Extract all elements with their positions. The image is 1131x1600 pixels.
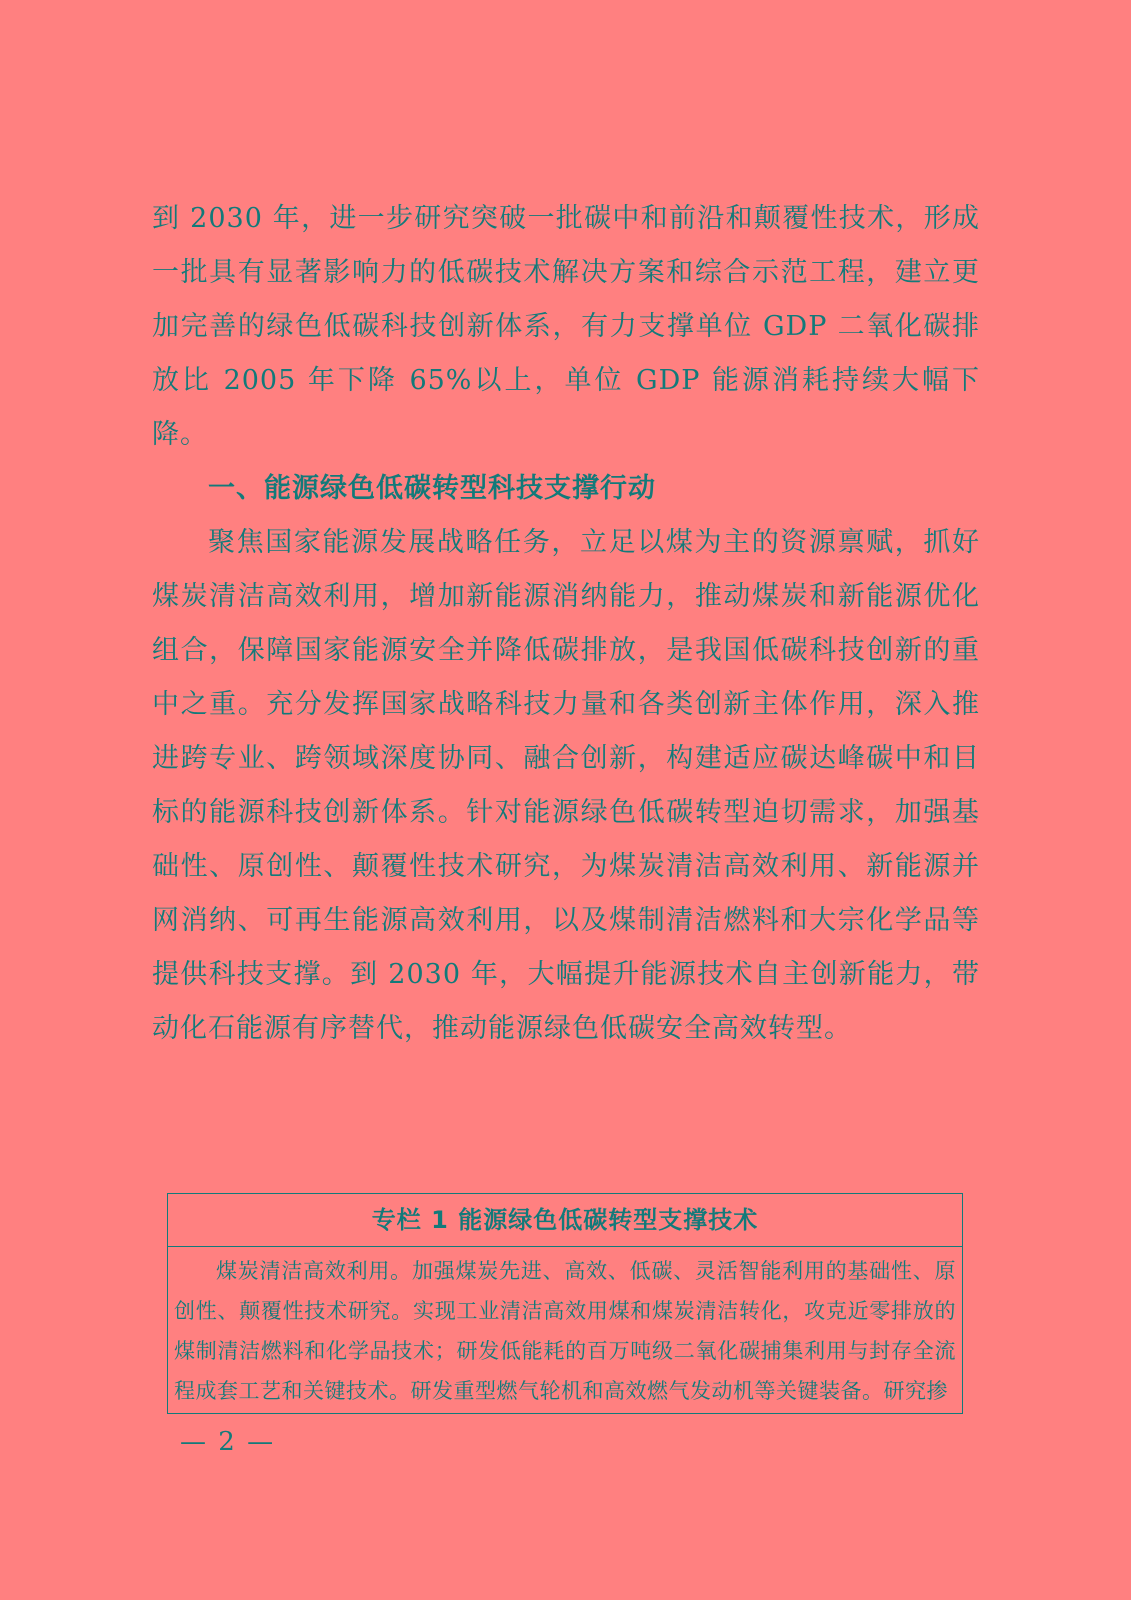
intro-paragraph: 到 2030 年，进一步研究突破一批碳中和前沿和颠覆性技术，形成一批具有显著影响力的低碳技术解决方案和综合示范工程，建立更加完善的绿色低碳科技创新体系，有力支撑单位 GDP 二氧化碳排放比 2005 年下降 65%以上，单位 GDP 能源消耗持续大幅下降。 [152, 203, 980, 450]
section-paragraph: 聚焦国家能源发展战略任务，立足以煤为主的资源禀赋，抓好煤炭清洁高效利用，增加新能源消纳能力，推动煤炭和新能源优化组合，保障国家能源安全并降低碳排放，是我国低碳科技创新的重中之重。充分发挥国家战略科技力量和各类创新主体作用，深入推进跨专业、跨领域深度协同、融合创新，构建适应碳达峰碳中和目标的能源科技创新体系。针对能源绿色低碳转型迫切需求，加强基础性、原创性、颠覆性技术研究，为煤炭清洁高效利用、新能源并网消纳、可再生能源高效利用，以及煤制清洁燃料和大宗化学品等提供科技支撑。到 2030 年，大幅提升能源技术自主创新能力，带动化石能源有序替代，推动能源绿色低碳安全高效转型。 [152, 527, 980, 1044]
special-column-box [167, 1193, 963, 1414]
section-heading: 一、能源绿色低碳转型科技支撑行动 [208, 473, 656, 504]
document-body [152, 192, 980, 1056]
special-column-body: 煤炭清洁高效利用。加强煤炭先进、高效、低碳、灵活智能利用的基础性、原创性、颠覆性技术研究。实现工业清洁高效用煤和煤炭清洁转化，攻克近零排放的煤制清洁燃料和化学品技术；研发低能耗的百万吨级二氧化碳捕集利用与封存全流程成套工艺和关键技术。研发重型燃气轮机和高效燃气发动机等关键装备。研究掺 [174, 1259, 956, 1403]
page-number: — 2 — [180, 1427, 276, 1457]
special-column-title: 专栏 1 能源绿色低碳转型支撑技术 [168, 1194, 962, 1247]
